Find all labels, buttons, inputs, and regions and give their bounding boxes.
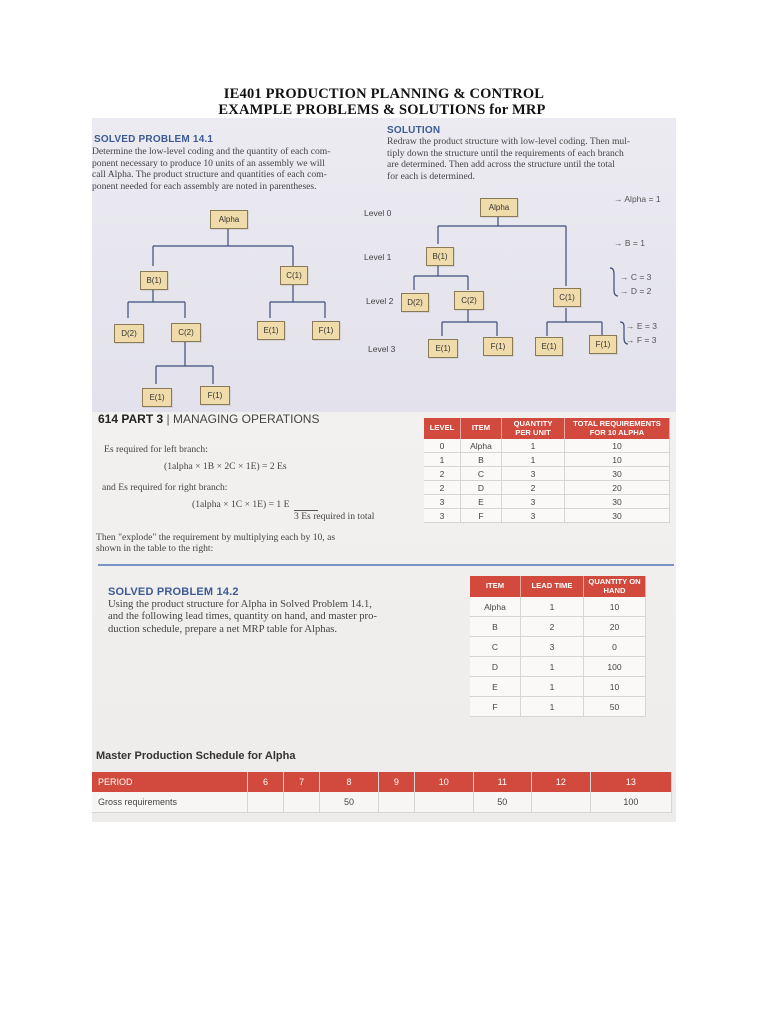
part-label: PART 3 (121, 412, 164, 426)
gross-cell: 100 (590, 792, 671, 813)
requirements-table (424, 418, 670, 523)
table-row (424, 509, 670, 523)
gross-cell: 50 (320, 792, 379, 813)
table-row (424, 453, 670, 467)
level-label: Level 2 (366, 296, 394, 306)
solution-line: tiply down the structure until the requirements of each branch (387, 147, 624, 159)
gross-cell (414, 792, 473, 813)
cell: E (461, 495, 502, 509)
cell: C (461, 467, 502, 481)
table-row (470, 597, 646, 617)
cell: 3 (424, 509, 461, 523)
solution-line: Redraw the product structure with low-level coding. Then mul- (387, 136, 631, 147)
tree-node-c1: C(1) (553, 288, 581, 307)
doc-title-line-1: IE401 PRODUCTION PLANNING & CONTROL (223, 86, 545, 102)
col-header: ITEM (470, 576, 521, 597)
tree-node-f: F(1) (200, 386, 230, 405)
cell: 1 (502, 453, 565, 467)
problem-141-line: Determine the low-level coding and the quantity of each com- (92, 146, 331, 157)
total-note-alpha: → Alpha = 1 (614, 194, 661, 204)
col-header: TOTAL REQUIREMENTS FOR 10 ALPHA (565, 418, 670, 439)
cell: Alpha (470, 597, 521, 617)
explanation-line: shown in the table to the right: (96, 543, 214, 554)
cell: D (461, 481, 502, 495)
cell: 10 (565, 439, 670, 453)
tree-node-b: B(1) (426, 247, 454, 266)
col-header: LEVEL (424, 418, 461, 439)
cell: 2 (521, 617, 584, 637)
cell: 3 (502, 467, 565, 481)
cell: 10 (565, 453, 670, 467)
cell: 10 (584, 677, 646, 697)
cell: 10 (584, 597, 646, 617)
explanation-line: Then "explode" the requirement by multiplying each by 10, as (96, 532, 336, 543)
total-note-b: → B = 1 (614, 238, 645, 248)
period-cell: 13 (590, 772, 671, 792)
table-row (424, 467, 670, 481)
solution-title: SOLUTION (387, 125, 441, 136)
cell: 1 (521, 697, 584, 717)
gross-cell (248, 792, 284, 813)
cell: 3 (502, 495, 565, 509)
master-production-schedule-table (92, 772, 672, 813)
cell: 2 (502, 481, 565, 495)
table-row (424, 495, 670, 509)
cell: 3 (521, 637, 584, 657)
total-note-f: → F = 3 (626, 335, 657, 345)
cell: 0 (584, 637, 646, 657)
table-row (470, 697, 646, 717)
gross-requirements-row (92, 792, 672, 813)
cell: F (461, 509, 502, 523)
cell: Alpha (461, 439, 502, 453)
tree-node-alpha: Alpha (480, 198, 518, 217)
cell: 2 (424, 481, 461, 495)
page-header: 614 PART 3 | MANAGING OPERATIONS (98, 412, 320, 426)
problem-141-line: ponent needed for each assembly are noted in parentheses. (92, 180, 317, 192)
textbook-photo-bottom (92, 412, 676, 822)
lead-time-table (470, 576, 646, 717)
level-label: Level 0 (364, 208, 392, 218)
cell: B (470, 617, 521, 637)
cell: 1 (521, 677, 584, 697)
problem-142-line: duction schedule, prepare a net MRP table for Alphas. (108, 623, 338, 635)
problem-142-line: and the following lead times, quantity on hand, and master pro- (108, 611, 377, 623)
problem-142-line: Using the product structure for Alpha in Solved Problem 14.1, (108, 599, 372, 610)
tree-node-f: F(1) (483, 337, 513, 356)
tree-node-c2: C(2) (171, 323, 201, 342)
col-header: ITEM (461, 418, 502, 439)
equation-right-branch: (1alpha × 1C × 1E) = 1 E (192, 499, 290, 510)
gross-cell (532, 792, 591, 813)
col-header: LEAD TIME (521, 576, 584, 597)
period-cell: 8 (320, 772, 379, 792)
cell: E (470, 677, 521, 697)
cell: 1 (502, 439, 565, 453)
cell: 1 (424, 453, 461, 467)
gross-cell: 50 (473, 792, 532, 813)
problem-142-text (108, 599, 458, 636)
tree-node-f: F(1) (312, 321, 340, 340)
solved-problem-141-title: SOLVED PROBLEM 14.1 (94, 134, 214, 145)
gross-cell (378, 792, 414, 813)
total-es: 3 Es required in total (294, 511, 375, 522)
gross-cell (284, 792, 320, 813)
tree-node-e: E(1) (142, 388, 172, 407)
table-header-row (470, 576, 646, 597)
level-label: Level 1 (364, 252, 392, 262)
cell: 50 (584, 697, 646, 717)
mps-title: Master Production Schedule for Alpha (96, 750, 296, 762)
cell: 20 (565, 481, 670, 495)
tree-node-d: D(2) (114, 324, 144, 343)
table-header-row (424, 418, 670, 439)
cell: C (470, 637, 521, 657)
tree-connector-lines (92, 118, 676, 412)
period-row (92, 772, 672, 792)
section-label: MANAGING OPERATIONS (172, 412, 320, 426)
textbook-photo-top (92, 118, 676, 412)
level-label: Level 3 (368, 344, 396, 354)
table-row (470, 677, 646, 697)
period-cell: 12 (532, 772, 591, 792)
section-divider (98, 564, 674, 566)
cell: 0 (424, 439, 461, 453)
cell: D (470, 657, 521, 677)
tree-node-f: F(1) (589, 335, 617, 354)
cell: 3 (502, 509, 565, 523)
table-row (424, 439, 670, 453)
period-cell: 10 (414, 772, 473, 792)
page-number: 614 (98, 412, 119, 426)
solution-line: for each is determined. (387, 170, 475, 182)
tree-node-b: B(1) (140, 271, 168, 290)
explanation-line: and Es required for right branch: (102, 482, 228, 493)
tree-node-e: E(1) (428, 339, 458, 358)
cell: 20 (584, 617, 646, 637)
table-row (470, 657, 646, 677)
problem-141-line: ponent necessary to produce 10 units of an assembly we will (92, 157, 325, 169)
tree-node-c2: C(2) (454, 291, 484, 310)
period-cell: 6 (248, 772, 284, 792)
table-row (470, 637, 646, 657)
cell: 30 (565, 467, 670, 481)
solved-problem-142-title: SOLVED PROBLEM 14.2 (108, 586, 239, 598)
cell: 2 (424, 467, 461, 481)
total-note-d: → D = 2 (620, 286, 652, 296)
cell: 1 (521, 657, 584, 677)
tree-node-e: E(1) (257, 321, 285, 340)
tree-node-e: E(1) (535, 337, 563, 356)
tree-node-c: C(1) (280, 266, 308, 285)
cell: F (470, 697, 521, 717)
gross-label: Gross requirements (92, 792, 248, 813)
explanation-line: Es required for left branch: (104, 444, 208, 455)
cell: 30 (565, 495, 670, 509)
table-row (470, 617, 646, 637)
total-note-c: → C = 3 (620, 272, 652, 282)
doc-title-line-2: EXAMPLE PROBLEMS & SOLUTIONS for MRP (218, 102, 546, 118)
problem-141-line: call Alpha. The product structure and quantities of each com- (92, 169, 327, 180)
period-cell: 9 (378, 772, 414, 792)
period-label: PERIOD (92, 772, 248, 792)
total-note-e: → E = 3 (626, 321, 657, 331)
cell: B (461, 453, 502, 467)
solution-line: are determined. Then add across the structure until the total (387, 159, 615, 170)
cell: 100 (584, 657, 646, 677)
cell: 30 (565, 509, 670, 523)
tree-node-d: D(2) (401, 293, 429, 312)
cell: 1 (521, 597, 584, 617)
col-header: QUANTITY PER UNIT (502, 418, 565, 439)
period-cell: 11 (473, 772, 532, 792)
col-header: QUANTITY ON HAND (584, 576, 646, 597)
table-row (424, 481, 670, 495)
equation-left-branch: (1alpha × 1B × 2C × 1E) = 2 Es (164, 461, 287, 472)
cell: 3 (424, 495, 461, 509)
tree-node-alpha: Alpha (210, 210, 248, 229)
period-cell: 7 (284, 772, 320, 792)
